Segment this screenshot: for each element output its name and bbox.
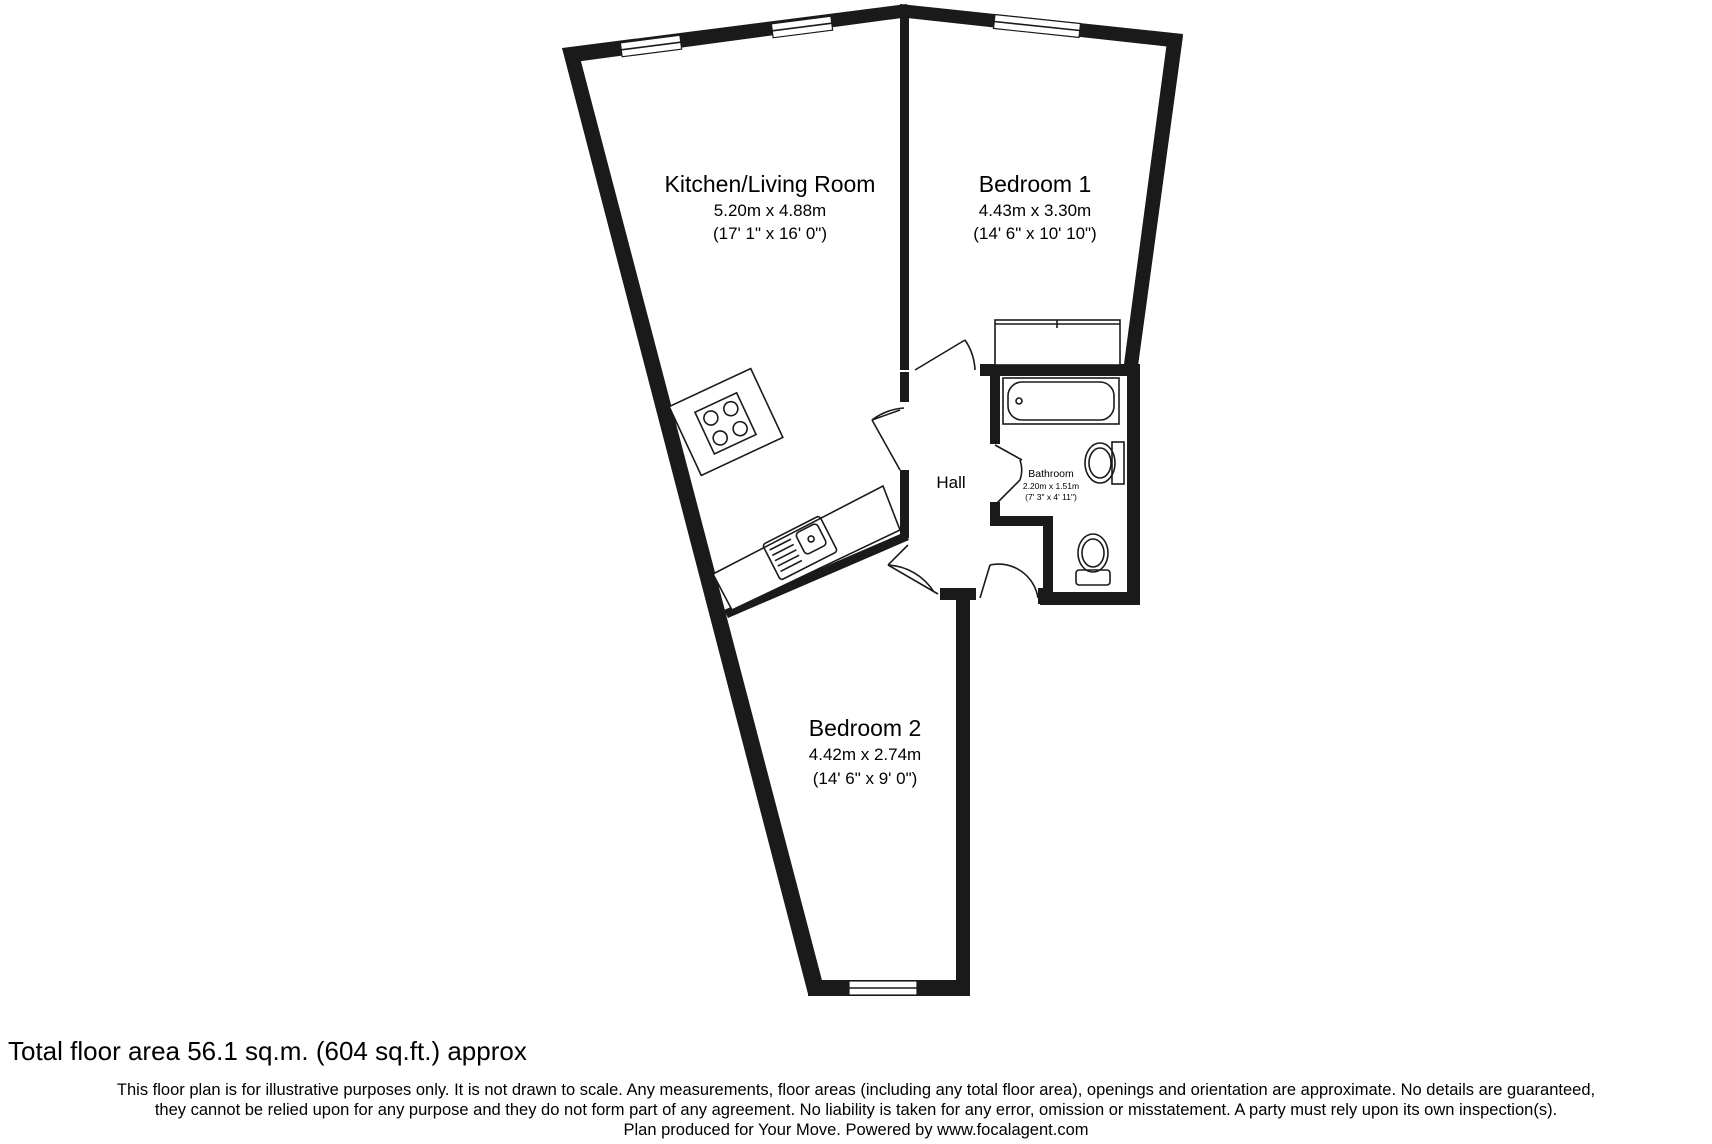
wall-right-bedroom2 [956, 598, 970, 996]
wall-bathroom-step [990, 516, 1052, 526]
toilet-icon [1076, 534, 1110, 585]
bedroom1-metric: 4.43m x 3.30m [978, 201, 1092, 220]
wardrobe [995, 320, 1120, 365]
door-bedroom1 [915, 340, 975, 370]
wall-bottom-hall [940, 588, 976, 600]
bathroom-metric: 2.20m x 1.51m [1022, 481, 1080, 491]
kitchen-island [669, 369, 783, 476]
disclaimer-line-3: Plan produced for Your Move. Powered by www.focalagent.com [623, 1121, 1089, 1139]
wall-bottom-bathroom [1040, 592, 1140, 605]
bathroom-name: Bathroom [1028, 468, 1074, 480]
kitchen-metric: 5.20m x 4.88m [713, 201, 827, 220]
hall-name: Hall [936, 473, 966, 492]
wall-partition-kitchen-bedroom1 [900, 10, 909, 370]
total-floor-area: Total floor area 56.1 sq.m. (604 sq.ft.) approx [8, 1036, 527, 1066]
bedroom1-name: Bedroom 1 [978, 171, 1092, 197]
disclaimer-line-1: This floor plan is for illustrative purposes only. It is not drawn to scale. Any measurements, floor areas (including any total floor area), openings and orientation are approximate. No details are guaranteed, [116, 1081, 1596, 1099]
door-bedroom2 [888, 545, 938, 594]
wall-bottom-hall-right [1038, 588, 1052, 604]
door-kitchen [872, 408, 904, 470]
wall-left-bathroom [990, 364, 1000, 444]
disclaimer-line-2: they cannot be relied upon for any purpose and they do not form part of any agreement. No liability is taken for any error, omission or misstatement. A party must rely upon its own inspection(s). [154, 1101, 1558, 1119]
wall-partition-hall-a [900, 372, 909, 402]
wall-right-bathroom [1127, 364, 1140, 605]
wall-partition-hall-b [900, 470, 909, 538]
bedroom2-name: Bedroom 2 [808, 715, 922, 741]
window-kitchen-2 [771, 16, 832, 38]
bedroom2-metric: 4.42m x 2.74m [808, 745, 922, 764]
room-labels [665, 171, 1097, 788]
kitchen-name: Kitchen/Living Room [664, 171, 876, 197]
window-bedroom2 [849, 981, 917, 995]
kitchen-imperial: (17' 1" x 16' 0") [712, 224, 828, 243]
basin-icon [1085, 442, 1124, 484]
door-entrance [980, 564, 1038, 598]
bath-icon [1003, 378, 1119, 424]
wall-top-kitchen [562, 4, 909, 63]
window-bedroom1 [994, 15, 1081, 38]
disclaimer [0, 1080, 1712, 1140]
door-bathroom [995, 445, 1022, 505]
bedroom2-imperial: (14' 6" x 9' 0") [812, 769, 918, 788]
bedroom1-imperial: (14' 6" x 10' 10") [973, 224, 1097, 243]
window-kitchen-1 [620, 35, 681, 57]
bathroom-imperial: (7' 3" x 4' 11") [1025, 492, 1077, 502]
wall-right-bedroom1 [1124, 34, 1183, 366]
